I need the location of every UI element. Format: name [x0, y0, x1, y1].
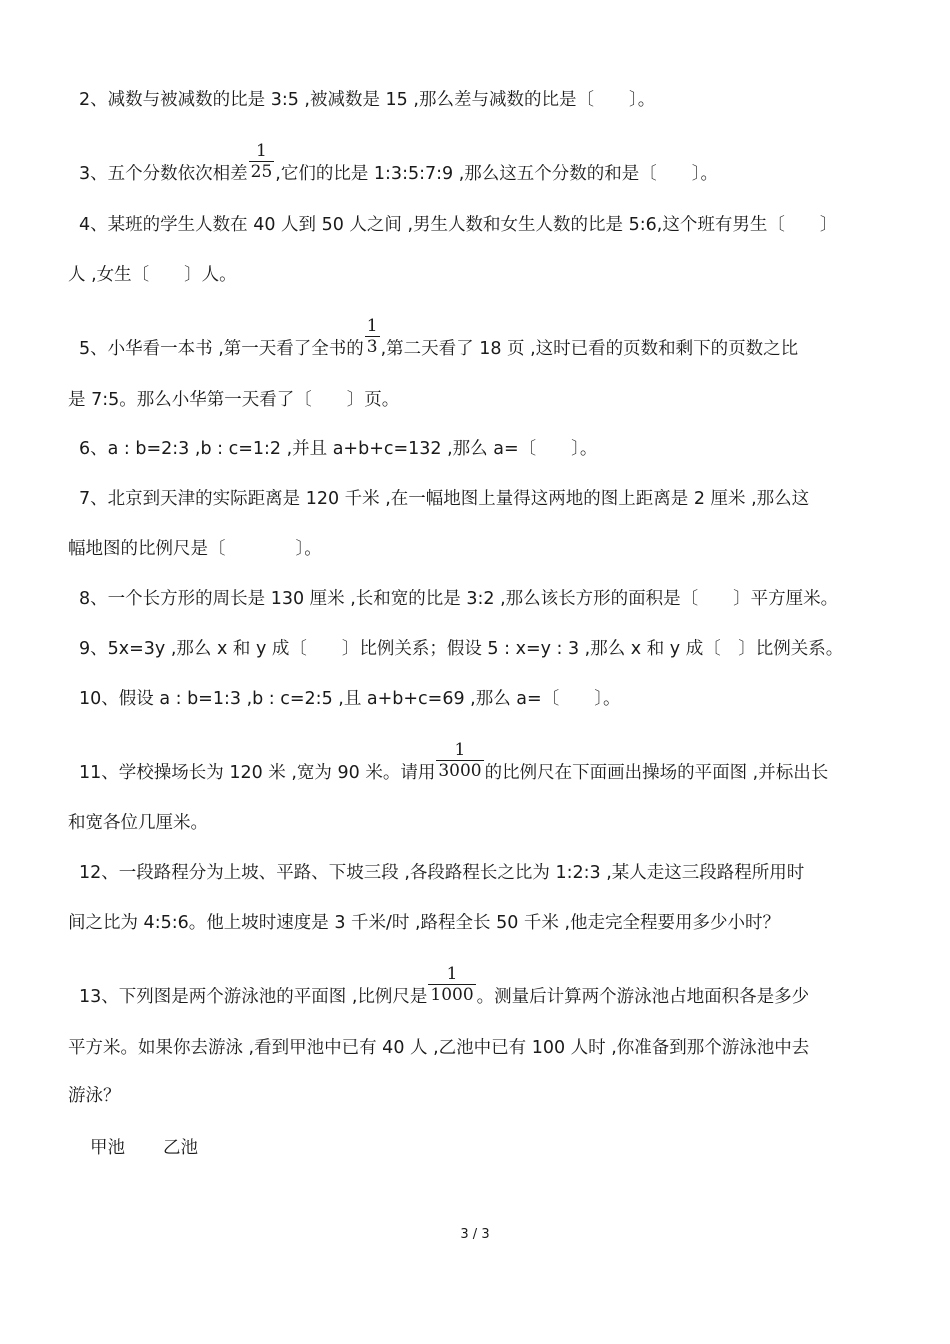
question-3-text-before: 3、五个分数依次相差 [79, 164, 248, 184]
question-8: 8、一个长方形的周长是 130 厘米 ,长和宽的比是 3:2 ,那么该长方形的面积是〔 〕平方厘米。 [79, 589, 839, 609]
question-11-text-after: 的比例尺在下面画出操场的平面图 ,并标出长 [484, 763, 829, 783]
question-13-text-before: 13、下列图是两个游泳池的平面图 ,比例尺是 [79, 987, 428, 1007]
question-5-line-1 [79, 316, 799, 369]
pool-label-a: 甲池 [90, 1138, 125, 1158]
question-7-line-2: 幅地图的比例尺是〔 〕。 [68, 539, 322, 559]
question-4-line-2: 人 ,女生〔 〕人。 [68, 265, 237, 285]
fraction-1-1000 [428, 965, 475, 1005]
page-number: 3 / 3 [460, 1227, 490, 1242]
fraction-1-25 [249, 142, 275, 182]
fraction-numerator: 1 [454, 740, 466, 760]
fraction-numerator: 1 [446, 964, 458, 984]
question-13-line-2: 平方米。如果你去游泳 ,看到甲池中已有 40 人 ,乙池中已有 100 人时 ,你准备到那个游泳池中去 [68, 1038, 810, 1058]
question-11-text-before: 11、学校操场长为 120 米 ,宽为 90 米。请用 [79, 763, 436, 783]
question-6: 6、a : b=2:3 ,b : c=1:2 ,并且 a+b+c=132 ,那么 a=〔 〕。 [79, 439, 598, 459]
question-13-line-3: 游泳？ [68, 1086, 121, 1106]
question-11-line-2: 和宽各位几厘米。 [68, 813, 208, 833]
question-13-line-1 [79, 964, 810, 1017]
question-3 [79, 141, 719, 194]
pool-label-b: 乙池 [163, 1138, 198, 1158]
question-12-line-2: 间之比为 4:5:6。他上坡时速度是 3 千米/时 ,路程全长 50 千米 ,他走完全程要用多少小时？ [68, 913, 781, 933]
fraction-denominator: 3 [366, 337, 378, 357]
question-10: 10、假设 a : b=1:3 ,b : c=2:5 ,且 a+b+c=69 ,那么 a=〔 〕。 [79, 689, 621, 709]
fraction-numerator: 1 [366, 316, 378, 336]
question-2: 2、减数与被减数的比是 3:5 ,被减数是 15 ,那么差与减数的比是〔 〕。 [79, 90, 656, 110]
question-5-text-after: ,第二天看了 18 页 ,这时已看的页数和剩下的页数之比 [380, 339, 799, 359]
question-13-text-after: 。测量后计算两个游泳池占地面积各是多少 [476, 987, 810, 1007]
question-7-line-1: 7、北京到天津的实际距离是 120 千米 ,在一幅地图上量得这两地的图上距离是 2 厘米 ,那么这 [79, 489, 810, 509]
question-5-line-2: 是 7:5。那么小华第一天看了〔 〕页。 [68, 390, 400, 410]
question-9: 9、5x=3y ,那么 x 和 y 成〔 〕比例关系；假设 5 : x=y : 3 ,那么 x 和 y 成〔 〕比例关系。 [79, 639, 844, 659]
question-3-text-after: ,它们的比是 1:3:5:7:9 ,那么这五个分数的和是〔 〕。 [275, 164, 719, 184]
question-12-line-1: 12、一段路程分为上坡、平路、下坡三段 ,各段路程长之比为 1:2:3 ,某人走这三段路程所用时 [79, 863, 805, 883]
fraction-numerator: 1 [256, 141, 267, 161]
question-11-line-1 [79, 740, 829, 793]
fraction-1-3 [365, 317, 380, 357]
fraction-1-3000 [436, 741, 483, 781]
fraction-denominator: 1000 [430, 985, 474, 1005]
question-4-line-1: 4、某班的学生人数在 40 人到 50 人之间 ,男生人数和女生人数的比是 5:6,这个班有男生〔 〕 [79, 215, 838, 235]
question-5-text-before: 5、小华看一本书 ,第一天看了全书的 [79, 339, 364, 359]
fraction-denominator: 25 [250, 162, 273, 182]
fraction-denominator: 3000 [438, 761, 482, 781]
